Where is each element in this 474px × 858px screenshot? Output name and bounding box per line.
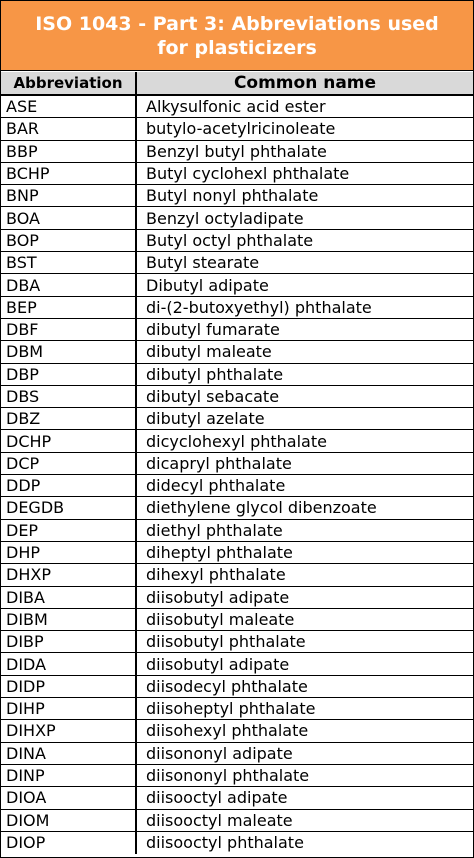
table-row bbox=[1, 364, 473, 386]
abbreviation-cell: DBS bbox=[1, 386, 137, 407]
table-row bbox=[1, 297, 473, 319]
abbreviation-cell: DEGDB bbox=[1, 497, 137, 518]
abbreviation-cell: BBP bbox=[1, 141, 137, 162]
common-name-cell: diisobutyl phthalate bbox=[146, 632, 306, 652]
abbreviation-cell: DBZ bbox=[1, 408, 137, 429]
table-row bbox=[1, 274, 473, 296]
table-row bbox=[1, 564, 473, 586]
common-name-cell: dibutyl fumarate bbox=[146, 320, 280, 340]
common-name-cell: diheptyl phthalate bbox=[146, 543, 293, 563]
abbreviation-cell: DHXP bbox=[1, 564, 137, 585]
abbreviation-cell: DIBA bbox=[1, 587, 137, 608]
common-name-cell: didecyl phthalate bbox=[146, 476, 286, 496]
abbreviation-cell: DBP bbox=[1, 364, 137, 385]
table-row bbox=[1, 319, 473, 341]
common-name-cell: dibutyl sebacate bbox=[146, 387, 280, 406]
common-name-cell: Benzyl octyladipate bbox=[146, 208, 304, 228]
common-name-cell: Butyl stearate bbox=[146, 253, 260, 273]
table-row bbox=[1, 430, 473, 452]
abbreviation-cell: DIHP bbox=[1, 698, 137, 719]
abbreviation-cell: DBF bbox=[1, 319, 137, 340]
common-name-cell: dibutyl azelate bbox=[146, 409, 265, 429]
column-header-abbreviation: Abbreviation bbox=[1, 72, 137, 94]
abbreviation-cell: DIBM bbox=[1, 609, 137, 630]
common-name-cell: diisohexyl phthalate bbox=[146, 721, 309, 741]
table-row bbox=[1, 676, 473, 698]
abbreviation-cell: BOA bbox=[1, 207, 137, 228]
table-body bbox=[1, 96, 473, 854]
abbreviation-cell: BEP bbox=[1, 297, 137, 318]
table-row bbox=[1, 453, 473, 475]
table-row bbox=[1, 720, 473, 742]
abbreviation-cell: DBM bbox=[1, 341, 137, 362]
table-header-row bbox=[1, 72, 473, 96]
abbreviation-cell: DBA bbox=[1, 274, 137, 295]
common-name-cell: diethylene glycol dibenzoate bbox=[146, 498, 377, 518]
common-name-cell: diisononyl phthalate bbox=[146, 766, 310, 786]
abbreviation-cell: BAR bbox=[1, 118, 137, 139]
table-row bbox=[1, 207, 473, 229]
common-name-cell: dicyclohexyl phthalate bbox=[146, 431, 327, 451]
common-name-cell: Dibutyl adipate bbox=[146, 275, 269, 295]
abbreviation-cell: BST bbox=[1, 252, 137, 273]
table-row bbox=[1, 408, 473, 430]
common-name-cell: di-(2-butoxyethyl) phthalate bbox=[146, 297, 372, 317]
common-name-cell: diisooctyl adipate bbox=[146, 788, 288, 808]
common-name-cell: diisooctyl phthalate bbox=[146, 833, 304, 853]
abbreviation-cell: BOP bbox=[1, 230, 137, 251]
abbreviation-cell: DINP bbox=[1, 765, 137, 786]
common-name-cell: diisobutyl adipate bbox=[146, 587, 290, 607]
common-name-cell: diisooctyl maleate bbox=[146, 810, 293, 830]
abbreviation-cell: DINA bbox=[1, 743, 137, 764]
table-row bbox=[1, 118, 473, 140]
table-row bbox=[1, 520, 473, 542]
table-row bbox=[1, 810, 473, 832]
abbreviation-cell: DIHXP bbox=[1, 720, 137, 741]
abbreviation-cell: DHP bbox=[1, 542, 137, 563]
common-name-cell: Butyl cyclohexl phthalate bbox=[146, 164, 350, 184]
table-row bbox=[1, 163, 473, 185]
table-row bbox=[1, 653, 473, 675]
common-name-cell: dibutyl maleate bbox=[146, 342, 272, 362]
table-row bbox=[1, 832, 473, 854]
common-name-cell: butylo-acetylricinoleate bbox=[146, 119, 336, 139]
abbreviation-cell: BCHP bbox=[1, 163, 137, 184]
abbreviation-cell: DIBP bbox=[1, 631, 137, 652]
table-row bbox=[1, 542, 473, 564]
abbreviation-cell: DDP bbox=[1, 475, 137, 496]
table-row bbox=[1, 743, 473, 765]
common-name-cell: dicapryl phthalate bbox=[146, 453, 292, 473]
common-name-cell: diisoheptyl phthalate bbox=[146, 699, 316, 719]
table-row bbox=[1, 230, 473, 252]
table-row bbox=[1, 141, 473, 163]
abbreviation-cell: DIOM bbox=[1, 810, 137, 831]
common-name-cell: Benzyl butyl phthalate bbox=[146, 141, 327, 161]
table-row bbox=[1, 475, 473, 497]
common-name-cell: dihexyl phthalate bbox=[146, 565, 286, 585]
abbreviation-cell: DIDA bbox=[1, 653, 137, 674]
table-row bbox=[1, 609, 473, 631]
abbreviation-cell: DIOA bbox=[1, 787, 137, 808]
table-row bbox=[1, 787, 473, 809]
common-name-cell: diethyl phthalate bbox=[146, 520, 283, 540]
abbreviation-cell: ASE bbox=[1, 96, 137, 117]
table-row bbox=[1, 497, 473, 519]
table-title: ISO 1043 - Part 3: Abbreviations used for plasticizers bbox=[1, 1, 473, 71]
common-name-cell: Butyl octyl phthalate bbox=[146, 230, 314, 250]
common-name-cell: Alkysulfonic acid ester bbox=[146, 97, 326, 117]
abbreviation-cell: DEP bbox=[1, 520, 137, 541]
abbreviation-cell: DCP bbox=[1, 453, 137, 474]
table-row bbox=[1, 96, 473, 118]
common-name-cell: diisodecyl phthalate bbox=[146, 676, 308, 696]
abbreviation-cell: DIDP bbox=[1, 676, 137, 697]
abbreviation-cell: DIOP bbox=[1, 832, 137, 854]
table-row bbox=[1, 587, 473, 609]
table-row bbox=[1, 185, 473, 207]
table-row bbox=[1, 631, 473, 653]
abbreviation-cell: DCHP bbox=[1, 430, 137, 451]
table-row bbox=[1, 765, 473, 787]
common-name-cell: dibutyl phthalate bbox=[146, 364, 284, 384]
common-name-cell: diisobutyl adipate bbox=[146, 654, 290, 674]
common-name-cell: diisobutyl maleate bbox=[146, 609, 295, 629]
table-row bbox=[1, 341, 473, 363]
table-row bbox=[1, 252, 473, 274]
table-row bbox=[1, 698, 473, 720]
common-name-cell: Butyl nonyl phthalate bbox=[146, 186, 319, 206]
abbreviation-cell: BNP bbox=[1, 185, 137, 206]
column-header-common-name: Common name bbox=[233, 73, 377, 93]
common-name-cell: diisononyl adipate bbox=[146, 743, 293, 763]
table-row bbox=[1, 386, 473, 408]
